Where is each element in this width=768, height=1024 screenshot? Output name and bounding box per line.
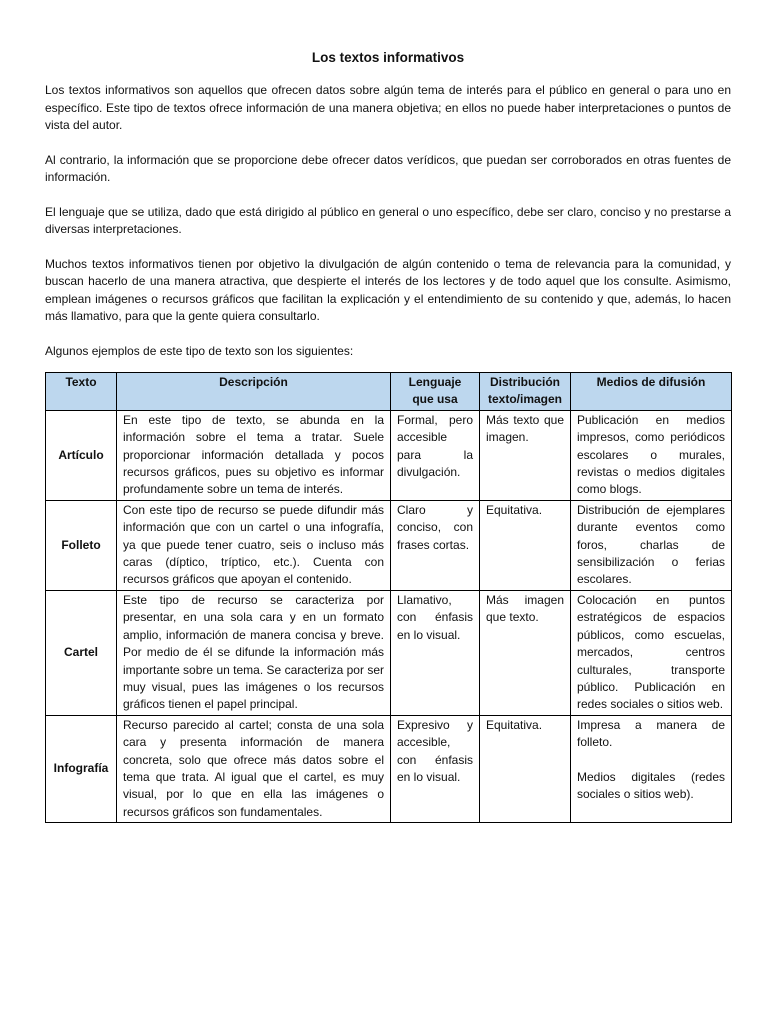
cell-medios (571, 410, 732, 500)
cell-distribucion: Equitativa. (480, 715, 571, 822)
header-distribucion: Distribución texto/imagen (480, 373, 571, 411)
cell-distribucion: Equitativa. (480, 500, 571, 590)
paragraph-veracity: Al contrario, la información que se proporcione debe ofrecer datos verídicos, que puedan ser corroborados en otras fuentes de información. (45, 152, 731, 184)
cell-medios-text: Publicación en medios impresos, como periódicos escolares o murales, revistas o medios digitales como blogs. (577, 412, 725, 497)
paragraph-examples-intro: Algunos ejemplos de este tipo de texto son los siguientes: (45, 343, 354, 358)
cell-descripcion: Este tipo de recurso se caracteriza por presentar, en una sola cara y en un formato amplio, información de manera concisa y breve. Por medio de él se difunde la información más importante sobre un tema. Se caracteriza por ser muy visual, pues las imágenes o los recursos gráficos tienen el papel principal. (117, 590, 391, 715)
examples-table (45, 372, 732, 823)
cell-descripcion: Recurso parecido al cartel; consta de una sola cara y presenta información de manera concreta, solo que ofrece más datos sobre el tema que trata. Al igual que el cartel, es muy visual, por lo que en ella las imágenes o recursos gráficos son fundamentales. (117, 715, 391, 822)
table-row (46, 715, 732, 822)
paragraph-objective: Muchos textos informativos tienen por objetivo la divulgación de algún contenido o tema de relevancia para la comunidad, y buscan hacerlo de una manera atractiva, que despierte el interés de los lectores y de todo aquel que los consulte. Asimismo, emplean imágenes o recursos gráficos que facilitan la explicación y el entendimiento de su contenido y que, además, lo hacen más llamativo, para que la gente quiera consultarlo. (45, 256, 731, 323)
header-medios: Medios de difusión (571, 373, 732, 411)
header-descripcion: Descripción (117, 373, 391, 411)
row-label: Folleto (46, 500, 117, 590)
cell-distribucion: Más imagen que texto. (480, 590, 571, 715)
cell-medios (571, 500, 732, 590)
cell-medios (571, 590, 732, 715)
table-row (46, 500, 732, 590)
cell-lenguaje: Expresivo y accesible, con énfasis en lo visual. (391, 715, 480, 822)
cell-medios-text-2: Medios digitales (redes sociales o sitios web). (577, 769, 725, 802)
cell-descripcion: Con este tipo de recurso se puede difundir más información que con un cartel o una infografía, ya que puede tener cuatro, seis o incluso más caras (díptico, tríptico, etc.). Cuenta con recursos gráficos que apoyan el contenido. (117, 500, 391, 590)
row-label: Cartel (46, 590, 117, 715)
row-label: Artículo (46, 410, 117, 500)
paragraph-definition: Los textos informativos son aquellos que ofrecen datos sobre algún tema de interés para el público en general o para uno en específico. Este tipo de textos ofrece información de una manera objetiva; en ellos no puede haber interpretaciones o puntos de vista del autor. (45, 83, 731, 132)
header-texto: Texto (46, 373, 117, 411)
row-label: Infografía (46, 715, 117, 822)
cell-medios-text: Impresa a manera de folleto. (577, 717, 725, 750)
table-header-row (46, 373, 732, 411)
cell-descripcion: En este tipo de texto, se abunda en la información sobre el tema a tratar. Suele proporcionar información detallada y pocos recursos gráficos, pues su objetivo es informar profundamente sobre un tema de interés. (117, 410, 391, 500)
paragraph-language: El lenguaje que se utiliza, dado que está dirigido al público en general o uno específico, debe ser claro, conciso y no prestarse a diversas interpretaciones. (45, 204, 731, 236)
cell-distribucion: Más texto que imagen. (480, 410, 571, 500)
header-lenguaje: Lenguaje que usa (391, 373, 480, 411)
cell-spacer (577, 752, 725, 769)
cell-lenguaje: Formal, pero accesible para la divulgación. (391, 410, 480, 500)
page-title: Los textos informativos (311, 50, 465, 65)
document-page (45, 48, 731, 823)
cell-lenguaje: Claro y conciso, con frases cortas. (391, 500, 480, 590)
cell-lenguaje: Llamativo, con énfasis en lo visual. (391, 590, 480, 715)
cell-medios-text: Colocación en puntos estratégicos de espacios públicos, como escuelas, mercados, centros culturales, transporte público. Publicación en redes sociales o sitios web. (577, 592, 725, 712)
table-row (46, 590, 732, 715)
cell-medios (571, 715, 732, 822)
cell-medios-text: Distribución de ejemplares durante eventos como foros, charlas de sensibilización o ferias escolares. (577, 502, 725, 587)
table-row (46, 410, 732, 500)
